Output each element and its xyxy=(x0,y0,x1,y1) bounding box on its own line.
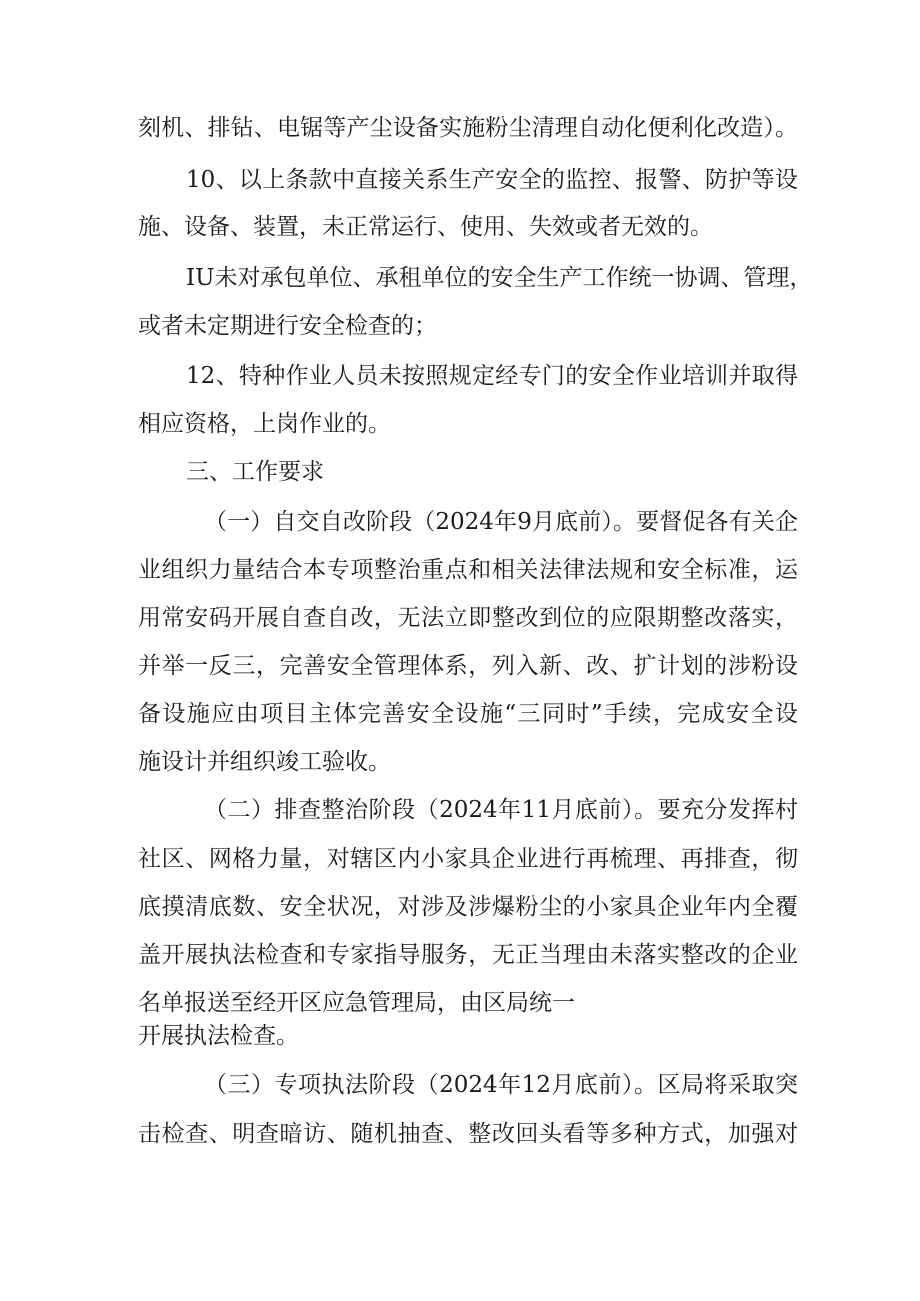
text-line: 12、特种作业人员未按照规定经专门的安全作业培训并取得 xyxy=(186,363,798,389)
text-line: （二）排查整治阶段（2024年11月底前）。要充分发挥村 xyxy=(204,797,798,823)
text-line: 施设计并组织竣工验收。 xyxy=(138,749,391,775)
text-line: 开展执法检查。 xyxy=(138,1023,299,1049)
text-line: 名单报送至经开区应急管理局，由区局统一 xyxy=(138,990,575,1016)
text-line: （三）专项执法阶段（2024年12月底前）。区局将采取突 xyxy=(204,1072,798,1098)
text-line: 击检查、明查暗访、随机抽查、整改回头看等多种方式，加强对 xyxy=(138,1121,798,1147)
text-line: 底摸清底数、安全状况，对涉及涉爆粉尘的小家具企业年内全覆 xyxy=(138,894,798,920)
section-heading: 三、工作要求 xyxy=(186,459,324,485)
text-line: 相应资格，上岗作业的。 xyxy=(138,411,391,437)
text-line: 盖开展执法检查和专家指导服务，无正当理由未落实整改的企业 xyxy=(138,942,798,968)
text-line: 社区、网格力量，对辖区内小家具企业进行再梳理、再排查，彻 xyxy=(138,846,798,872)
text-line: 10、以上条款中直接关系生产安全的监控、报警、防护等设 xyxy=(186,167,798,193)
text-line: （一）自交自改阶段（2024年9月底前）。要督促各有关企 xyxy=(204,509,798,535)
text-line: 刻机、排钻、电锯等产尘设备实施粉尘清理自动化便利化改造）。 xyxy=(138,115,798,141)
text-line: 备设施应由项目主体完善安全设施“三同时”手续，完成安全设 xyxy=(138,701,798,727)
text-line: 用常安码开展自查自改，无法立即整改到位的应限期整改落实， xyxy=(138,605,798,631)
text-line: IU未对承包单位、承租单位的安全生产工作统一协调、管理， xyxy=(186,265,813,291)
text-line: 施、设备、装置，未正常运行、使用、失效或者无效的。 xyxy=(138,214,713,240)
text-line: 业组织力量结合本专项整治重点和相关法律法规和安全标准，运 xyxy=(138,557,798,583)
text-line: 并举一反三，完善安全管理体系，列入新、改、扩计划的涉粉设 xyxy=(138,653,798,679)
text-line: 或者未定期进行安全检查的； xyxy=(138,313,437,339)
